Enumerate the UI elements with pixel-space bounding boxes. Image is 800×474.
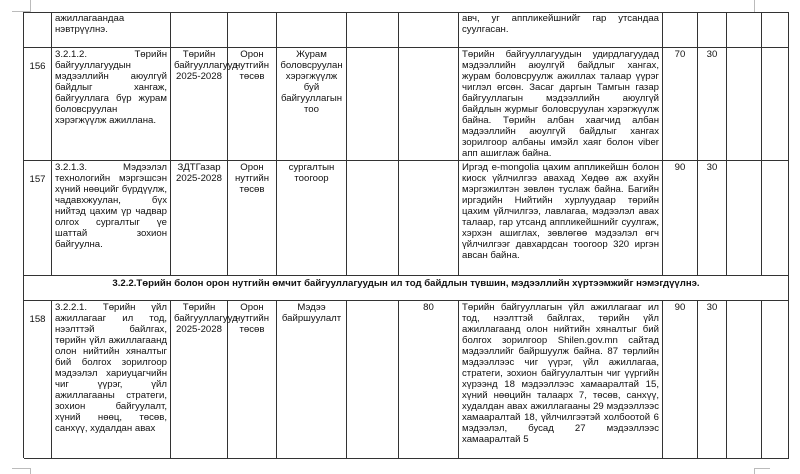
empty-cell: [762, 48, 789, 161]
page-corner-mark: [30, 0, 31, 12]
empty-cell: [727, 161, 762, 276]
page-corner-mark: [12, 468, 30, 469]
empty-cell: [727, 12, 762, 48]
row-number: 158: [24, 301, 52, 459]
target-value: [399, 48, 459, 161]
baseline: [347, 48, 399, 161]
activity-text: 3.2.1.2. Төрийн байгууллагуудын мэдээллийн аюулгүй байдлыг хангаж, байгууллага бүр журам боловсруулан хэрэгжүүлж ажиллана.: [52, 48, 171, 161]
target-value: [399, 12, 459, 48]
page-corner-mark: [754, 468, 770, 469]
page-corner-mark: [30, 468, 31, 474]
empty-cell: [762, 161, 789, 276]
result-text: Иргэд e-mongolia цахим аппликейшн болон киоск үйлчилгээ авахад Хөдөө аж ахуйн мэргэжилтэн зөвлөн туслаж байна. Багийн иргэдийн Нийтийн хурлуудаар төрийн цахим үйлчилгээ, лавлагаа, мэдээлэл авах талаар, гар утсанд аппликейшнийг суулгаж, хэрхэн ашиглах, зөвлөгөө мэдээлэл өгч үйлчилгээг давхардсан тоогоор 320 иргэн авсан байна.: [459, 161, 663, 276]
empty-cell: [762, 12, 789, 48]
baseline: [347, 12, 399, 48]
indicator: сургалтын тоогоор: [277, 161, 347, 276]
empty-cell: [727, 301, 762, 459]
row-number: 157: [24, 161, 52, 276]
section-heading: 3.2.2.Төрийн болон орон нутгийн өмчит байгууллагуудын ил тод байдлын түвшин, мэдээллийн хүртээмжийг нэмэгдүүлнэ.: [24, 276, 789, 301]
baseline: [347, 301, 399, 459]
score-self: 90: [663, 301, 698, 459]
score-review: 30: [698, 48, 727, 161]
result-text: Төрийн байгууллагуудын удирдлагуудад мэдээллийн аюулгүй байдлыг хангах, журам боловсруулж ажиллах талаар үүрэг чиглэл өгсөн. Засаг даргын Тамгын газар байгууллагын мэдээллийн аюулгүй байдлын журмыг боловсруулан хэрэгжүүлж байна. Төрийн албан хаагчид албан мэдээллийн аюулгүй байдлыг хангах зорилгоор албаны имэйл хаяг болон viber апп ашиглаж байна.: [459, 48, 663, 161]
score-self: 70: [663, 48, 698, 161]
plan-table: [23, 12, 789, 458]
target-value: [399, 161, 459, 276]
responsible-org: [171, 12, 228, 48]
budget-source: Орон нутгийн төсөв: [228, 301, 277, 459]
score-self: [663, 12, 698, 48]
result-text: авч, уг аппликейшнийг гар утсандаа суулгасан.: [459, 12, 663, 48]
activity-text: 3.2.1.3. Мэдээлэл технологийн мэргэшсэн хүний нөөцийг бүрдүүлж, чадавхжуулан, бүх нийтэд цахим үр чадвар олгох сургалтыг үе шаттай зохион байгуулна.: [52, 161, 171, 276]
page-corner-mark: [754, 0, 755, 12]
budget-source: Орон нутгийн төсөв: [228, 161, 277, 276]
result-text: Төрийн байгууллагын үйл ажиллагааг ил тод, нээлттэй байлгах, төрийн үйл ажиллагаанд олон нийтийн хяналтыг бий болгох зорилгоор Shilen.gov.mn сайтад мэдээллийг байршуулж байна. 87 төрлийн мэдээллээс чиг үүрэг, үйл ажиллагаа, стратеги, зохион байгуулалтын чиг үүргийн хүрээнд 18 мэдээллээс хамааралтай 15, хүний нөөцийн талаарх 7, төсөв, санхүү, худалдан авах ажиллагааны 29 мэдээллээс хамааралтай 18, үйлчилгээтэй холбоотой 6 мэдээлэл, бусад 27 мэдээллээс хамааралтай 5: [459, 301, 663, 459]
empty-cell: [762, 301, 789, 459]
activity-text: ажиллагаандаа нэвтрүүлнэ.: [52, 12, 171, 48]
responsible-org: ЗДТГазар 2025-2028: [171, 161, 228, 276]
indicator: Журам боловсруулан хэрэгжүүлж буй байгууллагын тоо: [277, 48, 347, 161]
indicator: [277, 12, 347, 48]
budget-source: [228, 12, 277, 48]
responsible-org: Төрийн байгууллагууд 2025-2028: [171, 48, 228, 161]
responsible-org: Төрийн байгууллагууд 2025-2028: [171, 301, 228, 459]
indicator: Мэдээ байршуулалт: [277, 301, 347, 459]
activity-text: 3.2.2.1. Төрийн үйл ажиллагааг ил тод, нээлттэй байлгах, төрийн үйл ажиллагаанд олон нийтийн хяналтыг бий болгох зорилгоор мэдээлэл хариуцагчийн чиг үүрэг, үйл ажиллагааны стратеги, зохион байгуулалт, хүний нөөц, төсөв, санхүү, худалдан авах: [52, 301, 171, 459]
score-review: 30: [698, 301, 727, 459]
baseline: [347, 161, 399, 276]
row-number: [24, 12, 52, 48]
budget-source: Орон нутгийн төсөв: [228, 48, 277, 161]
row-number: 156: [24, 48, 52, 161]
score-self: 90: [663, 161, 698, 276]
score-review: [698, 12, 727, 48]
empty-cell: [727, 48, 762, 161]
target-value: 80: [399, 301, 459, 459]
score-review: 30: [698, 161, 727, 276]
